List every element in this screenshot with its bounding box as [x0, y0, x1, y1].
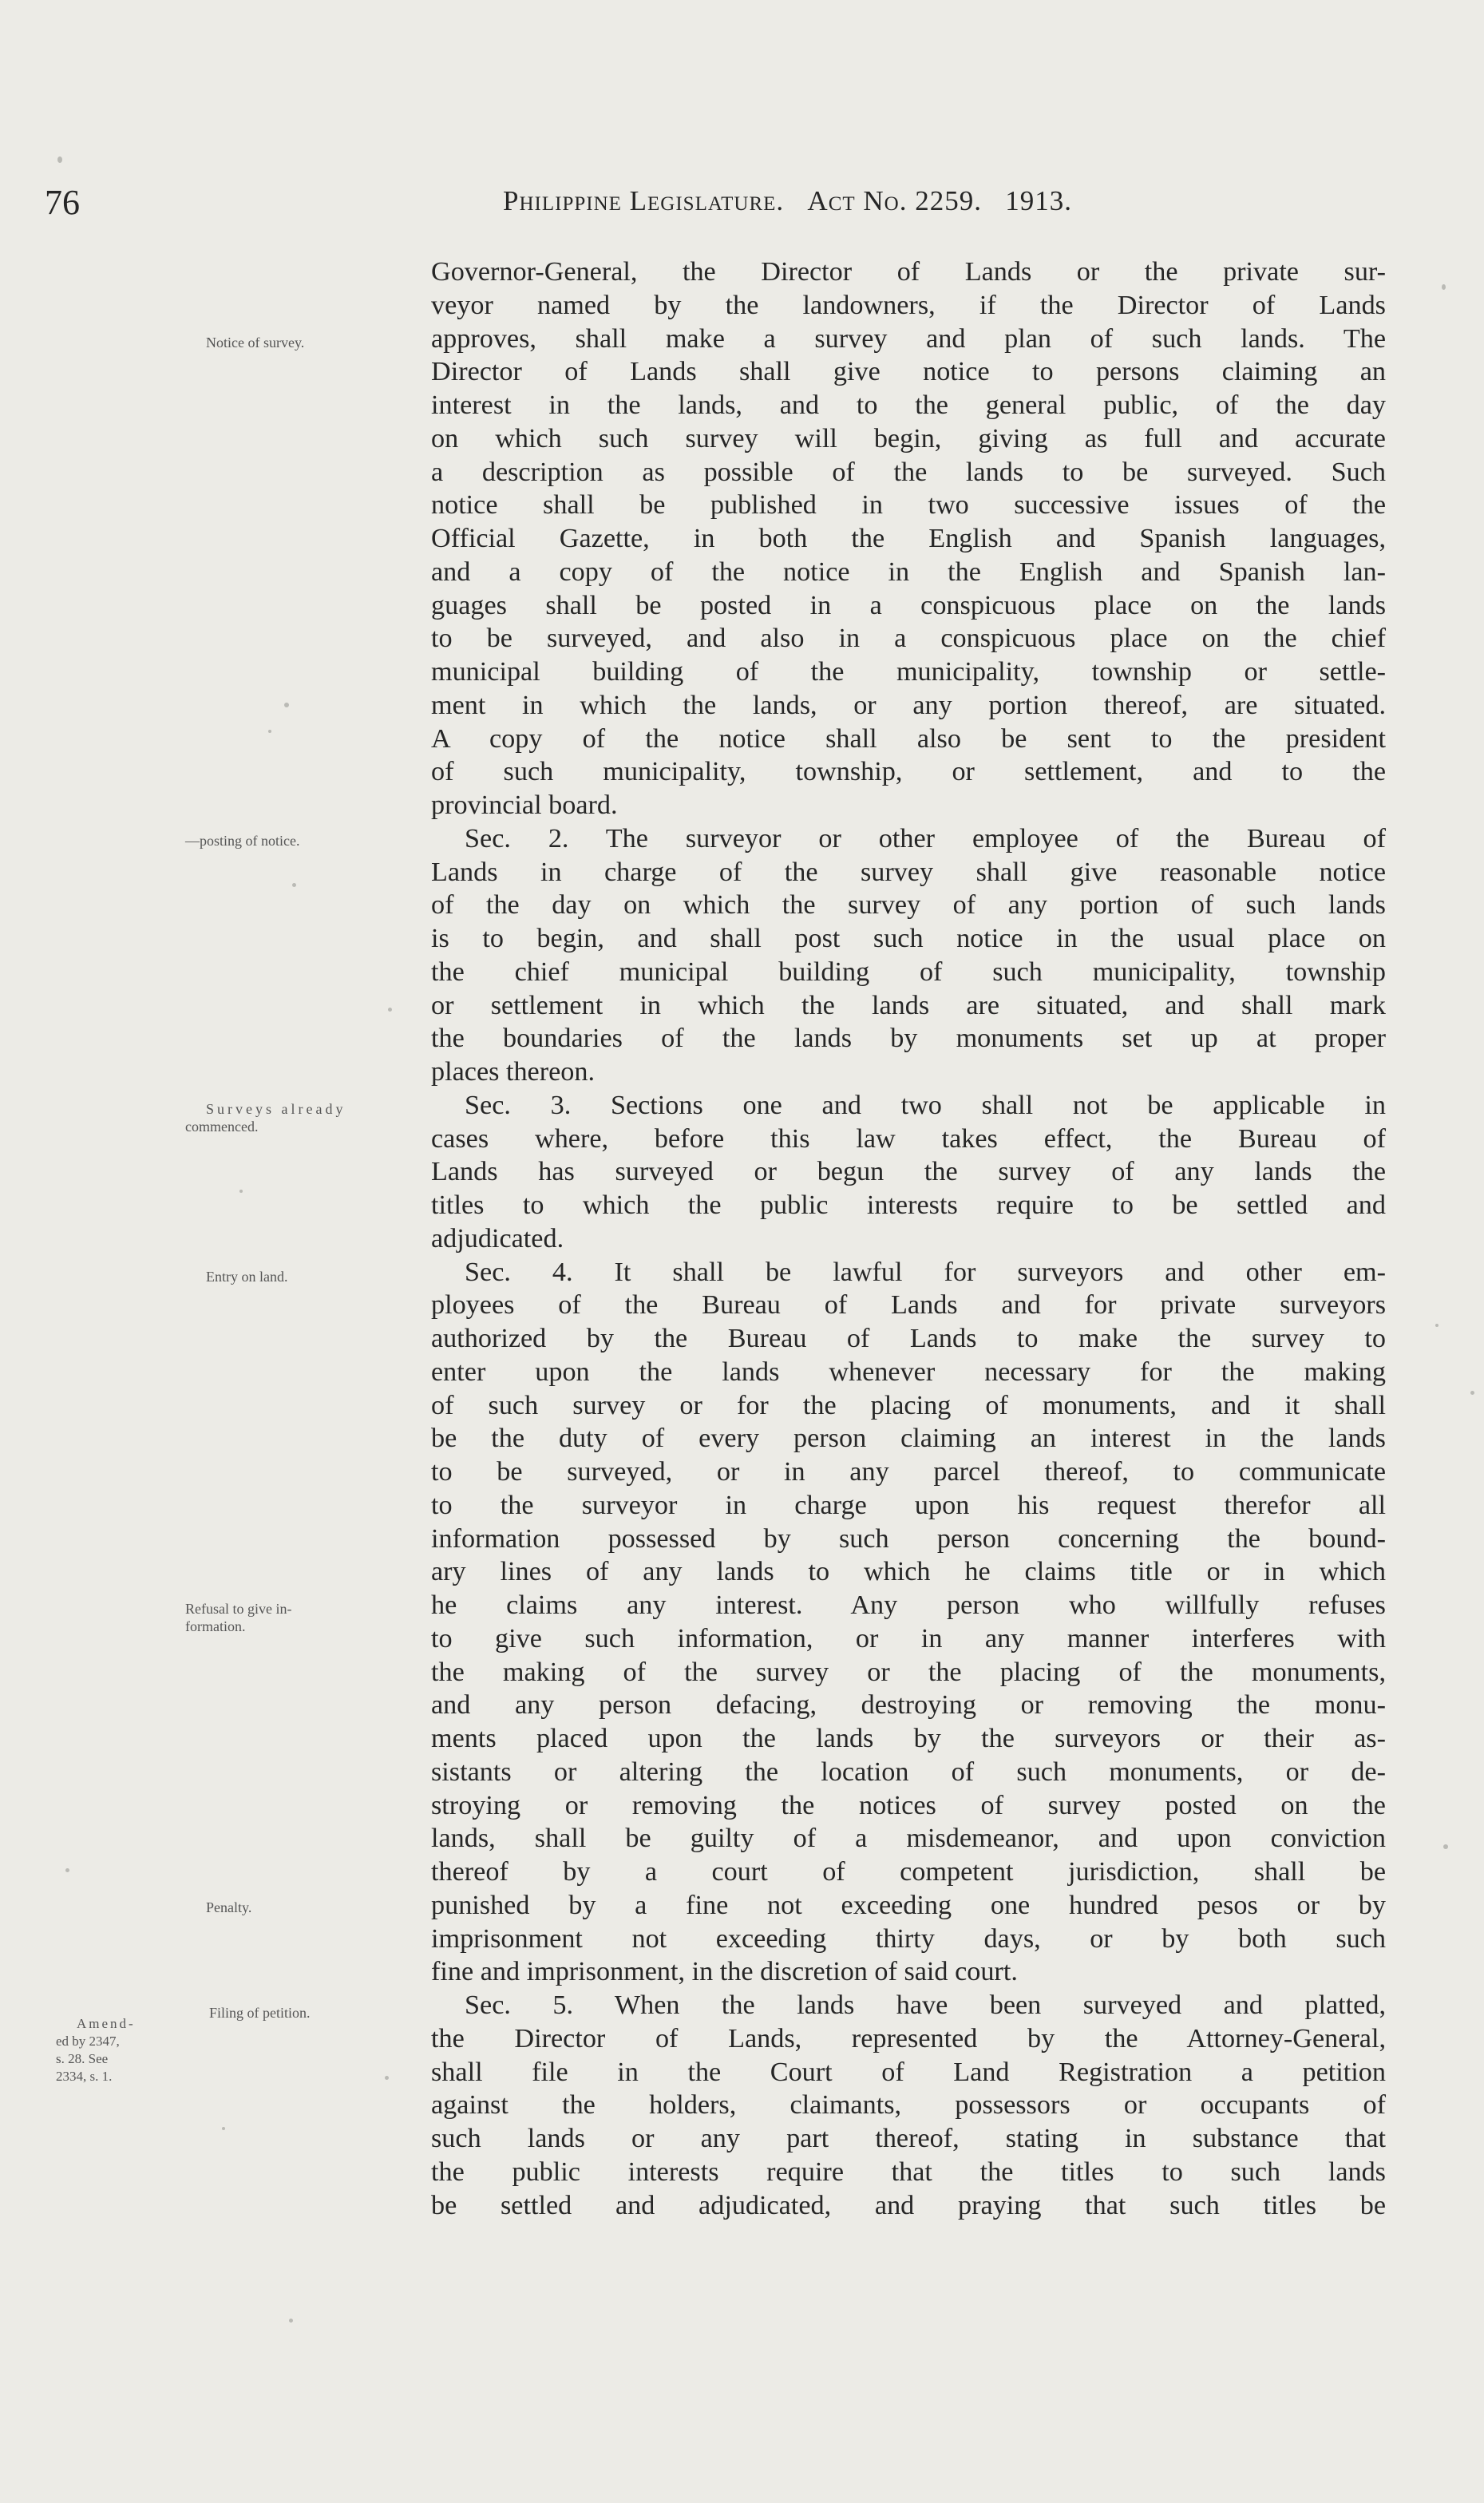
amended-line: s. 28. See [56, 2051, 109, 2066]
text-line: places thereon. [431, 1057, 596, 1087]
section-3-line: Sec. 3. Sections one and two shall not be applicable in [465, 1090, 1386, 1120]
section-4-line: Sec. 4. It shall be lawful for surveyors and other em- [465, 1257, 1386, 1287]
text-line: sistants or altering the location of such monuments, or de- [431, 1756, 1386, 1787]
text-line: stroying or removing the notices of survey posted on the [431, 1790, 1386, 1820]
text-line: ary lines of any lands to which he claims title or in which [431, 1557, 1386, 1587]
text-line: ments placed upon the lands by the surveyors or their as- [431, 1724, 1386, 1753]
margin-note-refusal-1: Refusal to give in- [185, 1601, 292, 1617]
header-act: Act No. 2259. [807, 185, 982, 216]
text-line: municipal building of the municipality, township or settle- [431, 657, 1386, 687]
paper-speck [239, 1190, 243, 1193]
paper-speck [65, 1868, 69, 1872]
text-line: or settlement in which the lands are situated, and shall mark [431, 990, 1386, 1020]
paper-speck [57, 156, 62, 163]
paper-speck [284, 703, 289, 707]
header-year: 1913. [1005, 185, 1072, 216]
margin-note-penalty: Penalty. [206, 1899, 252, 1915]
text-line: cases where, before this law takes effect, the Bureau of [431, 1123, 1386, 1154]
text-line: to give such information, or in any manner interferes with [431, 1623, 1386, 1653]
text-line: approves, shall make a survey and plan of such lands. The [431, 323, 1386, 354]
text-line: of the day on which the survey of any portion of such lands [431, 890, 1386, 921]
text-line: information possessed by such person concerning the bound- [431, 1523, 1386, 1554]
margin-note-entry-on-land: Entry on land. [206, 1269, 288, 1285]
text-line: to be surveyed, or in any parcel thereof, to communicate [431, 1457, 1386, 1487]
margin-note-posting-of-notice: —posting of notice. [185, 833, 300, 849]
text-line: adjudicated. [431, 1223, 564, 1253]
text-line: the chief municipal building of such municipality, township [431, 956, 1386, 987]
text-line: he claims any interest. Any person who willfully refuses [431, 1590, 1386, 1620]
text-line: titles to which the public interests require to be settled and [431, 1190, 1386, 1220]
text-line: imprisonment not exceeding thirty days, or by both such [431, 1923, 1386, 1954]
text-line: Official Gazette, in both the English and Spanish languages, [431, 524, 1386, 553]
text-line: of such survey or for the placing of monuments, and it shall [431, 1390, 1386, 1420]
text-line: notice shall be published in two successive issues of the [431, 490, 1386, 521]
text-line: enter upon the lands whenever necessary for the making [431, 1356, 1386, 1387]
margin-note-notice-of-survey: Notice of survey. [206, 335, 305, 350]
paper-speck [292, 883, 296, 887]
paper-speck [1470, 1391, 1474, 1395]
text-line: Governor-General, the Director of Lands or the private sur- [431, 257, 1386, 287]
text-line: such lands or any part thereof, stating in substance that [431, 2124, 1386, 2153]
text-line: Lands has surveyed or begun the survey of any lands the [431, 1157, 1386, 1187]
text-line: and any person defacing, destroying or removing the monu- [431, 1690, 1386, 1721]
paper-speck [289, 2319, 293, 2323]
section-5-line: Sec. 5. When the lands have been surveyed and platted, [465, 1990, 1386, 2020]
text-line: ment in which the lands, or any portion thereof, are situated. [431, 690, 1386, 720]
page-number: 76 [45, 183, 80, 222]
text-line: shall file in the Court of Land Registration a petition [431, 2057, 1386, 2087]
margin-note-refusal-2: formation. [185, 1618, 246, 1634]
body-text [431, 255, 1386, 2222]
paper-speck [1435, 1324, 1438, 1327]
text-line: ployees of the Bureau of Lands and for private surveyors [431, 1290, 1386, 1321]
running-header [503, 185, 1072, 217]
margin-note-surveys-commenced-2: commenced. [185, 1119, 259, 1135]
text-line: fine and imprisonment, in the discretion of said court. [431, 1957, 1018, 1987]
text-line: guages shall be posted in a conspicuous place on the lands [431, 590, 1386, 620]
text-line: a description as possible of the lands to be surveyed. Such [431, 457, 1386, 487]
margin-note-surveys-commenced-1: Surveys already [206, 1101, 346, 1117]
paper-speck [268, 730, 271, 733]
text-line: Director of Lands shall give notice to persons claiming an [431, 357, 1386, 387]
text-line: the Director of Lands, represented by the Attorney-General, [431, 2023, 1386, 2053]
text-line: on which such survey will begin, giving as full and accurate [431, 423, 1386, 453]
amended-line: ed by 2347, [56, 2034, 120, 2049]
text-line: is to begin, and shall post such notice in the usual place on [431, 924, 1386, 953]
amended-line: 2334, s. 1. [56, 2069, 113, 2084]
paper-speck [1442, 284, 1446, 290]
text-line: and a copy of the notice in the English and Spanish lan- [431, 556, 1386, 587]
text-line: the public interests require that the titles to such lands [431, 2156, 1386, 2187]
text-line: of such municipality, township, or settlement, and to the [431, 757, 1386, 787]
text-line: the boundaries of the lands by monuments set up at proper [431, 1024, 1386, 1054]
text-line: against the holders, claimants, possessors or occupants of [431, 2090, 1386, 2121]
text-line: thereof by a court of competent jurisdiction, shall be [431, 1857, 1386, 1887]
text-line: veyor named by the landowners, if the Director of Lands [431, 290, 1386, 320]
header-title: Philippine Legislature. [503, 185, 785, 216]
text-line: be settled and adjudicated, and praying that such titles be [431, 2190, 1386, 2220]
paper-speck [222, 2127, 225, 2130]
text-line: provincial board. [431, 790, 618, 820]
paper-speck [388, 1008, 392, 1012]
text-line: to the surveyor in charge upon his request therefor all [431, 1490, 1386, 1520]
text-line: interest in the lands, and to the general public, of the day [431, 390, 1386, 420]
section-2-line: Sec. 2. The surveyor or other employee of the Bureau of [465, 823, 1386, 853]
amended-line: Amend- [77, 2016, 136, 2031]
text-line: to be surveyed, and also in a conspicuous place on the chief [431, 624, 1386, 654]
text-line: Lands in charge of the survey shall give reasonable notice [431, 857, 1386, 887]
text-line: the making of the survey or the placing of the monuments, [431, 1657, 1386, 1687]
margin-note-amended [56, 2015, 184, 2085]
margin-note-filing-of-petition: Filing of petition. [209, 2005, 311, 2021]
text-line: authorized by the Bureau of Lands to make the survey to [431, 1324, 1386, 1353]
text-line: A copy of the notice shall also be sent to the president [431, 723, 1386, 754]
paper-speck [385, 2076, 389, 2080]
text-line: punished by a fine not exceeding one hundred pesos or by [431, 1890, 1386, 1920]
text-line: be the duty of every person claiming an interest in the lands [431, 1424, 1386, 1454]
paper-speck [1443, 1844, 1448, 1849]
text-line: lands, shall be guilty of a misdemeanor, and upon conviction [431, 1824, 1386, 1854]
